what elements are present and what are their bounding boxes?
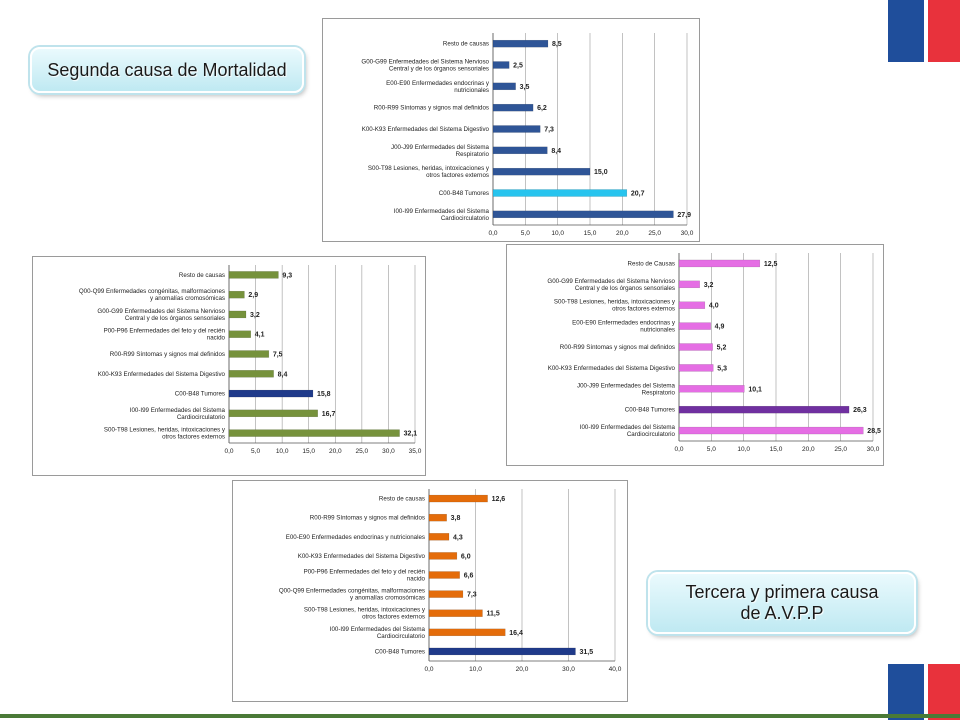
bar-value-label: 27,9 <box>677 211 692 219</box>
bar <box>229 291 244 298</box>
bar-value-label: 6,2 <box>537 105 547 113</box>
chart-svg-middle-left <box>33 257 425 475</box>
category-label: J00-J99 Enfermedades del Sistema Respiratorio <box>390 143 489 158</box>
x-tick-label: 15,0 <box>302 448 316 455</box>
bar-value-label: 31,5 <box>579 648 594 656</box>
bar <box>429 552 457 559</box>
category-label: R00-R99 Síntomas y signos mal definidos <box>373 104 489 112</box>
category-label: E00-E90 Enfermedades endocrinas y nutricionales <box>386 79 489 94</box>
bar <box>229 311 246 318</box>
x-tick-label: 20,0 <box>515 666 529 673</box>
x-tick-label: 35,0 <box>408 448 422 455</box>
x-tick-label: 15,0 <box>583 230 597 237</box>
x-tick-label: 25,0 <box>355 448 369 455</box>
x-tick-label: 40,0 <box>608 666 622 673</box>
category-label: S00-T98 Lesiones, heridas, intoxicaciones y otros factores externos <box>303 606 425 621</box>
x-tick-label: 25,0 <box>834 446 847 453</box>
bar <box>679 260 760 267</box>
category-label: K00-K93 Enfermedades del Sistema Digestivo <box>361 126 489 133</box>
bar-value-label: 12,6 <box>491 496 506 504</box>
category-label: E00-E90 Enfermedades endocrinas y nutricionales <box>285 533 425 541</box>
category-label: C00-B48 Tumores <box>374 648 425 656</box>
category-label: Q00-Q99 Enfermedades congénitas, malformaciones y anomalías cromosómicas <box>278 587 425 602</box>
x-tick-label: 5,0 <box>251 448 261 455</box>
x-tick-label: 25,0 <box>648 230 661 237</box>
x-tick-label: 10,0 <box>275 448 289 455</box>
category-label: K00-K93 Enfermedades del Sistema Digestivo <box>97 370 225 378</box>
bar-value-label: 3,5 <box>519 83 530 91</box>
category-label: R00-R99 Síntomas y signos mal definidos <box>559 344 675 351</box>
category-label: G00-G99 Enfermedades del Sistema Nervioso Central y de los órganos sensoriales <box>547 277 675 292</box>
bar-value-label: 3,8 <box>450 515 461 523</box>
bar-value-label: 7,3 <box>466 591 477 599</box>
category-label: R00-R99 Síntomas y signos mal definidos <box>109 351 225 358</box>
category-label: K00-K93 Enfermedades del Sistema Digestivo <box>547 364 675 372</box>
bar-value-label: 16,4 <box>509 629 523 637</box>
bar <box>229 351 269 358</box>
bar <box>679 427 863 434</box>
chart-svg-bottom-center <box>233 481 627 701</box>
bar <box>429 610 482 617</box>
bar <box>429 533 449 540</box>
category-label: C00-B48 Tumores <box>438 190 489 197</box>
bar <box>679 302 705 309</box>
bar <box>429 572 460 579</box>
bar-value-label: 2,9 <box>248 292 259 300</box>
chart-bottom-center <box>232 480 628 702</box>
bar <box>679 385 744 392</box>
bar-value-label: 8,4 <box>277 371 288 379</box>
category-label: I00-I99 Enfermedades del Sistema Cardiocirculatorio <box>393 207 489 222</box>
bar-value-label: 8,4 <box>551 147 562 155</box>
bar-value-label: 4,0 <box>708 302 719 310</box>
footer-line <box>0 714 960 718</box>
chart-svg-top-center <box>323 19 699 241</box>
bar-value-label: 11,5 <box>486 610 500 618</box>
x-tick-label: 15,0 <box>769 446 783 453</box>
bar-value-label: 10,1 <box>748 386 762 394</box>
flag-bottom-right <box>888 664 960 720</box>
category-label: G00-G99 Enfermedades del Sistema Nervioso Central y de los órganos sensoriales <box>97 307 225 322</box>
x-tick-label: 20,0 <box>802 446 815 453</box>
category-label: E00-E90 Enfermedades endocrinas y nutricionales <box>572 319 675 334</box>
callout-left-text: Segunda causa de Mortalidad <box>47 59 287 80</box>
chart-middle-right <box>506 244 884 466</box>
bar-value-label: 5,3 <box>717 365 728 373</box>
bar-value-label: 4,1 <box>254 331 265 339</box>
bar-value-label: 32,1 <box>403 430 418 438</box>
x-tick-label: 30,0 <box>382 448 395 455</box>
bar-value-label: 20,7 <box>630 190 645 198</box>
x-tick-label: 0,0 <box>674 446 684 453</box>
x-tick-label: 30,0 <box>866 446 880 453</box>
category-label: Resto de causas <box>378 495 425 503</box>
bar-value-label: 2,5 <box>513 62 523 70</box>
x-tick-label: 30,0 <box>562 666 575 673</box>
callout-right-text: Tercera y primera causa de A.V.P.P <box>685 582 879 623</box>
x-tick-label: 0,0 <box>424 666 434 673</box>
category-label: Resto de causas <box>442 40 489 48</box>
bar <box>429 591 463 598</box>
bar <box>429 648 575 655</box>
category-label: J00-J99 Enfermedades del Sistema Respiratorio <box>576 382 675 397</box>
x-tick-label: 10,0 <box>469 666 482 673</box>
x-tick-label: 10,0 <box>737 446 750 453</box>
category-label: I00-I99 Enfermedades del Sistema Cardiocirculatorio <box>329 625 425 640</box>
bar <box>229 410 318 417</box>
bar-value-label: 28,5 <box>867 428 881 436</box>
bar <box>493 168 590 175</box>
callout-tercera-primera-causa <box>648 572 916 634</box>
bar-value-label: 6,0 <box>460 553 471 561</box>
bar <box>679 406 849 413</box>
category-label: K00-K93 Enfermedades del Sistema Digestivo <box>297 552 425 560</box>
bar <box>429 495 488 502</box>
category-label: G00-G99 Enfermedades del Sistema Nervioso Central y de los órganos sensoriales <box>361 58 489 73</box>
bar-value-label: 15,0 <box>594 169 608 177</box>
category-label: R00-R99 Síntomas y signos mal definidos <box>309 514 425 522</box>
x-tick-label: 5,0 <box>706 446 716 453</box>
bar-value-label: 15,8 <box>316 391 331 399</box>
bar <box>679 281 700 288</box>
category-label: S00-T98 Lesiones, heridas, intoxicaciones y otros factores externos <box>553 298 675 313</box>
x-tick-label: 0,0 <box>224 448 234 455</box>
bar <box>679 344 713 351</box>
bar-value-label: 7,3 <box>544 126 554 134</box>
chart-middle-left <box>32 256 426 476</box>
category-label: Resto de Causas <box>627 260 675 268</box>
bar <box>229 370 274 377</box>
bar <box>493 62 509 69</box>
bar-value-label: 16,7 <box>321 410 336 418</box>
x-tick-label: 30,0 <box>680 230 694 237</box>
bar <box>229 390 313 397</box>
bar <box>493 83 516 90</box>
bar <box>229 271 278 278</box>
x-tick-label: 20,0 <box>328 448 342 455</box>
x-tick-label: 10,0 <box>551 230 564 237</box>
bar-value-label: 6,6 <box>463 572 474 580</box>
bar <box>493 147 547 154</box>
chart-top-center <box>322 18 700 242</box>
bar <box>493 126 540 133</box>
bar <box>493 190 627 197</box>
x-tick-label: 0,0 <box>488 230 498 237</box>
bar <box>429 514 447 521</box>
bar <box>229 331 251 338</box>
category-label: C00-B48 Tumores <box>174 390 225 398</box>
bar-value-label: 4,9 <box>714 323 725 331</box>
bar-value-label: 9,3 <box>282 272 293 280</box>
bar <box>493 211 673 218</box>
bar-value-label: 4,3 <box>452 534 463 542</box>
bar <box>229 430 400 437</box>
bar <box>679 364 713 371</box>
x-tick-label: 5,0 <box>520 230 530 237</box>
bar <box>493 104 533 111</box>
category-label: C00-B48 Tumores <box>624 406 675 414</box>
category-label: Q00-Q99 Enfermedades congénitas, malformaciones y anomalías cromosómicas <box>78 288 225 303</box>
bar-value-label: 12,5 <box>763 260 778 268</box>
bar-value-label: 3,2 <box>703 281 714 289</box>
bar-value-label: 7,5 <box>272 351 283 359</box>
category-label: S00-T98 Lesiones, heridas, intoxicaciones y otros factores externos <box>367 165 489 180</box>
category-label: P00-P96 Enfermedades del feto y del recién nacido <box>103 327 225 342</box>
bar-value-label: 5,2 <box>716 344 727 352</box>
bar <box>429 629 505 636</box>
category-label: S00-T98 Lesiones, heridas, intoxicaciones y otros factores externos <box>103 426 225 441</box>
x-tick-label: 20,0 <box>616 230 629 237</box>
bar-value-label: 26,3 <box>853 407 867 415</box>
category-label: P00-P96 Enfermedades del feto y del recién nacido <box>303 568 425 583</box>
callout-segunda-causa <box>30 47 304 93</box>
category-label: Resto de causas <box>178 271 225 279</box>
bar <box>493 40 548 47</box>
chart-svg-middle-right <box>507 245 883 465</box>
bar-value-label: 3,2 <box>250 311 260 319</box>
category-label: I00-I99 Enfermedades del Sistema Cardiocirculatorio <box>579 424 675 439</box>
bar <box>679 323 711 330</box>
flag-top-right <box>888 0 960 62</box>
bar-value-label: 8,5 <box>551 41 562 49</box>
category-label: I00-I99 Enfermedades del Sistema Cardiocirculatorio <box>129 406 225 421</box>
